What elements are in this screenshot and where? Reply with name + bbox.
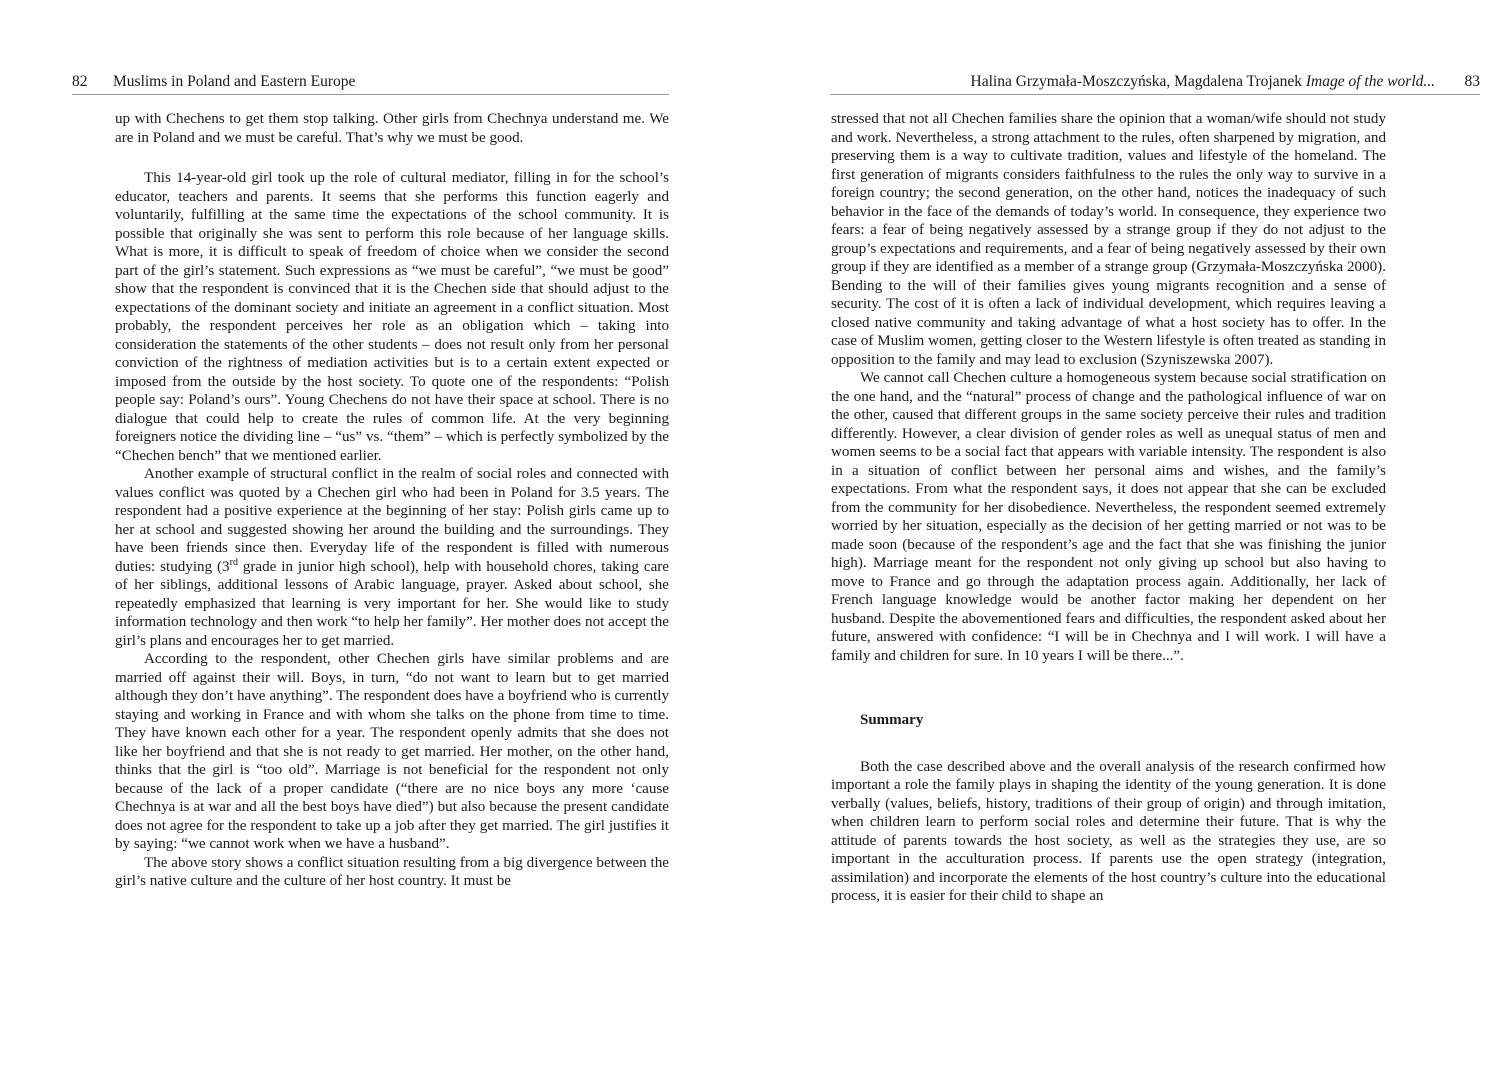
paragraph: Both the case described above and the overall analysis of the research confirmed how important a role the family plays in shaping the identity of the young generation. It is done verbally (values, beliefs, history, traditions of their group of origin) and through imitation, when children learn to perform social roles and determine their future. That is why the attitude of parents towards the host society, as well as the strategies they use, are so important in the acculturation process. If parents use the open strategy (integration, assimilation) and incorporate the elements of the host country’s culture into the educational process, it is easier for their child to shape an <box>831 758 1386 904</box>
block-quote: up with Chechens to get them stop talking. Other girls from Chechnya understand me. We are in Poland and we must be careful. That’s why we must be good. <box>115 111 669 146</box>
paragraph: We cannot call Chechen culture a homogeneous system because social stratification on the one hand, and the “natural” process of change and the pathological influence of war on the other, caused that different groups in the same society perceive their rules and tradition differently. However, a clear division of gender roles as well as unequal status of men and women seems to be a social fact that appears with variable intensity. The respondent is also in a situation of conflict between her personal aims and wishes, and the family’s expectations. From what the respondent says, it does not appear that she can be excluded from the community for her disobedience. Nevertheless, the respondent seemed extremely worried by her situation, especially as the decision of her getting married or not was to be made soon (because of the respondent’s age and the fact that she was finishing the junior high). Marriage meant for the respondent not only giving up school but also having to move to France and go through the adaptation process again. Additionally, her lack of French language knowledge would be another factor making her dependent on her husband. Despite the abovementioned fears and difficulties, the respondent asked about her future, answered with confidence: “I will be in Chechnya and I will work. I will have a family and children for sure. In 10 years I will be there...”. <box>831 370 1386 664</box>
page-number: 83 <box>1464 73 1480 90</box>
left-page-body <box>115 110 669 891</box>
paragraph: The above story shows a conflict situation resulting from a big divergence between the girl’s native culture and the culture of her host country. It must be <box>115 854 669 889</box>
running-head: Muslims in Poland and Eastern Europe <box>113 73 356 90</box>
running-head-title: Image of the world... <box>1305 73 1435 90</box>
section-heading: Summary <box>860 712 924 728</box>
right-page-body <box>831 110 1386 906</box>
running-head: Halina Grzymała-Moszczyńska, Magdalena Trojanek Image of the world... <box>970 73 1435 90</box>
paragraph: stressed that not all Chechen families share the opinion that a woman/wife should not study and work. Nevertheless, a strong attachment to the rules, often sharpened by migration, and preserving them is a way to cultivate tradition, values and lifestyle of the homeland. The first generation of migrants considers faithfulness to the rules the only way to survive in a foreign country; the second generation, on the other hand, notices the inadequacy of such behavior in the face of the demands of today’s world. In consequence, they experience two fears: a fear of being negatively assessed by a strange group if they do not adjust to the group’s expectations and requirements, and a fear of being negatively assessed by their own group if they are identified as a member of a strange group (Grzymała-Moszczyńska 2000). Bending to the will of their families gives young migrants recognition and a sense of security. The cost of it is often a lack of individual development, which requires leaving a closed native community and taking advantage of what a host society has to offer. In the case of Muslim women, getting closer to the Western lifestyle is often treated as standing in opposition to the family and may lead to exclusion (Szyniszewska 2007). <box>831 111 1386 368</box>
left-page-header <box>72 72 669 95</box>
paragraph: This 14-year-old girl took up the role of cultural mediator, filling in for the school’s educator, teachers and parents. It seems that she performs this function eagerly and voluntarily, fulfilling at the same time the expectations of the school community. It is possible that originally she was sent to perform this role because of her language skills. What is more, it is difficult to speak of freedom of choice when we consider the second part of the girl’s statement. Such expressions as “we must be careful”, “we must be good” show that the respondent is convinced that it is the Chechen side that should adjust to the expectations of the dominant society and initiate an agreement in a conflict situation. Most probably, the respondent perceives her role as an obligation which – taking into consideration the statements of the other students – does not result only from her personal conviction of the rightness of mediation activities but is to a certain extent expected or imposed from the outside by the host society. To quote one of the respondents: “Polish people say: Poland’s ours”. Young Chechens do not have their space at school. There is no dialogue that could help to create the rules of common life. At the very beginning foreigners notice the dividing line – “us” vs. “them” – which is perfectly symbolized by the “Chechen bench” that we mentioned earlier. <box>115 170 669 464</box>
paragraph: According to the respondent, other Chechen girls have similar problems and are married off against their will. Boys, in turn, “do not want to learn but to get married although they don’t have anything”. The respondent does have a boyfriend who is currently staying and working in France and with whom she talks on the phone from time to time. They have known each other for a year. The respondent openly admits that she does not like her boyfriend and that she is not ready to get married. Her mother, on the other hand, thinks that the girl is “too old”. Marriage is not beneficial for the respondent not only because of the lack of a proper candidate (“there are no nice boys any more ‘cause Chechnya is at war and all the best boys have died”) but also because the present candidate does not agree for the respondent to take up a job after they get married. The girl justifies it by saying: “we cannot work when we have a husband”. <box>115 651 669 852</box>
right-page <box>750 0 1500 1066</box>
paragraph: Another example of structural conflict in the realm of social roles and connected with values conflict was quoted by a Chechen girl who had been in Poland for 3.5 years. The respondent had a positive experience at the beginning of her stay: Polish girls came up to her at school and suggested showing her around the building and the surroundings. They have been friends since then. Everyday life of the respondent is filled with numerous duties: studying (3rd grade in junior high school), help with household chores, taking care of her siblings, additional lessons of Arabic language, prayer. Asked about school, she repeatedly emphasized that learning is very important for her. She would like to study information technology and then work “to help her family”. Her mother does not accept the girl’s plans and encourages her to get married. <box>115 466 669 649</box>
superscript: rd <box>229 556 238 568</box>
page-number: 82 <box>72 73 88 90</box>
right-page-header <box>830 72 1480 95</box>
